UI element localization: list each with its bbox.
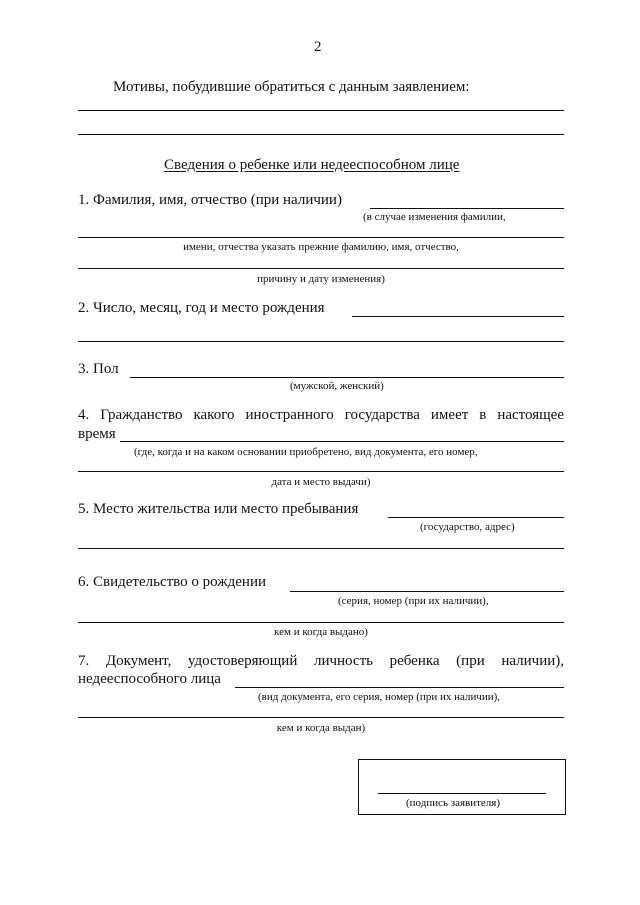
item-sex-label: 3. Пол <box>78 361 119 377</box>
item-birth-certificate-line-1[interactable] <box>290 591 564 592</box>
item-citizenship-input-2[interactable] <box>78 471 564 472</box>
item-identity-document-line-2: недееспособного лица <box>78 671 221 687</box>
item-birth-certificate-label: 6. Свидетельство о рождении <box>78 574 266 590</box>
item-residence-line-1[interactable] <box>388 517 564 518</box>
item-birth-line-1[interactable] <box>352 316 564 317</box>
item-birth-label: 2. Число, месяц, год и место рождения <box>78 300 325 316</box>
item-identity-document-hint-2: кем и когда выдан) <box>276 722 366 734</box>
item-birth-line-2[interactable] <box>78 341 564 342</box>
motives-label: Мотивы, побудившие обратиться с данным заявлением: <box>113 79 470 95</box>
item-citizenship-line-1: 4. Гражданство какого иностранного государства имеет в настоящее <box>78 407 564 423</box>
item-name-hint-3: причину и дату изменения) <box>257 273 385 285</box>
motives-line-2[interactable] <box>78 134 564 135</box>
item-birth-certificate-line-2[interactable] <box>78 622 564 623</box>
item-identity-document-input-1[interactable] <box>235 687 564 688</box>
signature-hint: (подпись заявителя) <box>406 797 501 809</box>
item-citizenship-hint-1: (где, когда и на каком основании приобретено, вид документа, его номер, <box>134 446 478 458</box>
item-birth-certificate-hint-1: (серия, номер (при их наличии), <box>338 595 489 607</box>
item-citizenship-hint-2: дата и место выдачи) <box>271 476 371 488</box>
item-citizenship-input-1[interactable] <box>120 441 564 442</box>
item-residence-line-2[interactable] <box>78 548 564 549</box>
item-identity-document-hint-1: (вид документа, его серия, номер (при их наличии), <box>258 691 501 703</box>
item-sex-hint: (мужской, женский) <box>290 380 384 392</box>
motives-line-1[interactable] <box>78 110 564 111</box>
item-sex-line[interactable] <box>130 377 564 378</box>
item-citizenship-line-2: время <box>78 426 116 442</box>
item-name-hint-1: (в случае изменения фамилии, <box>363 211 506 223</box>
item-name-label: 1. Фамилия, имя, отчество (при наличии) <box>78 192 342 208</box>
signature-line[interactable] <box>378 793 546 794</box>
page-number: 2 <box>314 39 322 55</box>
item-name-line-1[interactable] <box>370 208 564 209</box>
item-identity-document-line-1: 7. Документ, удостоверяющий личность ребенка (при наличии), <box>78 653 564 669</box>
item-residence-label: 5. Место жительства или место пребывания <box>78 501 359 517</box>
item-residence-hint: (государство, адрес) <box>420 521 515 533</box>
item-identity-document-input-2[interactable] <box>78 717 564 718</box>
item-birth-certificate-hint-2: кем и когда выдано) <box>274 626 368 638</box>
item-name-hint-2: имени, отчества указать прежние фамилию, имя, отчество, <box>183 241 459 253</box>
item-name-line-3[interactable] <box>78 268 564 269</box>
section-title: Сведения о ребенке или недееспособном лице <box>164 157 460 173</box>
item-name-line-2[interactable] <box>78 237 564 238</box>
